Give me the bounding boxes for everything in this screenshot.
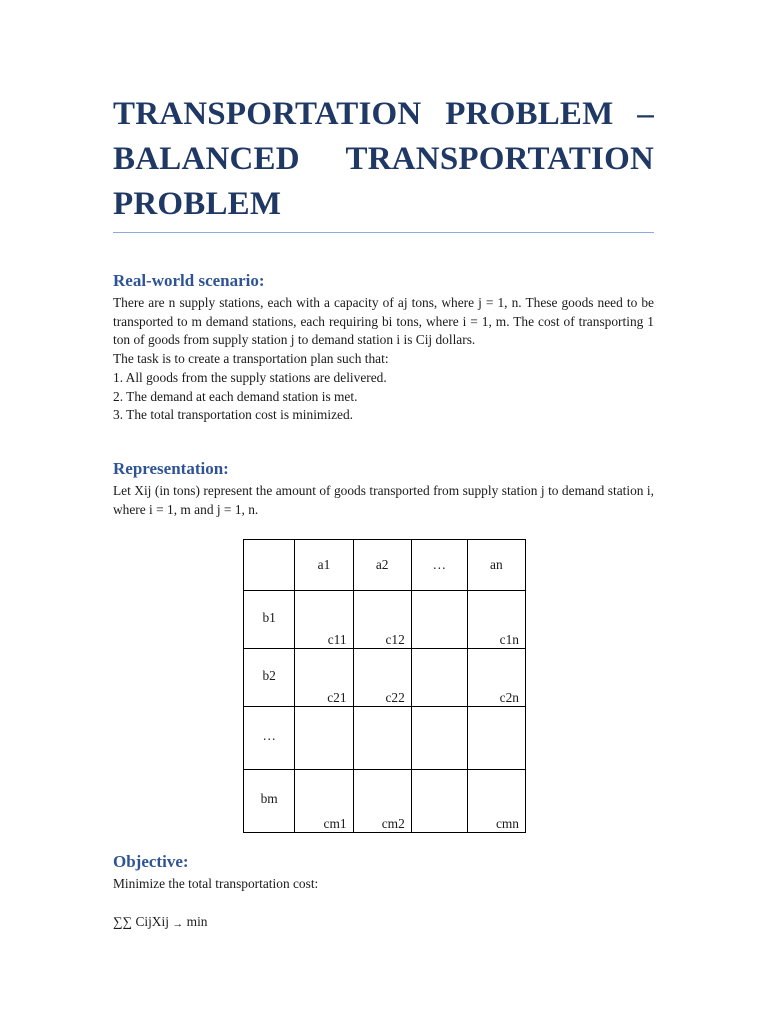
representation-heading: Representation: xyxy=(113,458,229,478)
cost-cell xyxy=(411,649,467,707)
cost-cell: c1n xyxy=(467,591,525,649)
table-header-cell: an xyxy=(467,540,525,591)
table-header-row xyxy=(244,540,526,591)
document-title: TRANSPORTATION PROBLEM – BALANCED TRANSPORTATION PROBLEM xyxy=(113,92,654,233)
right-arrow-icon: → xyxy=(172,918,184,931)
row-label-cell xyxy=(244,649,295,707)
scenario-heading: Real-world scenario: xyxy=(113,271,265,290)
cost-cell: c12 xyxy=(353,591,411,649)
task-line: The task is to create a transportation plan such that: xyxy=(113,351,389,367)
cost-cell xyxy=(411,770,467,833)
cost-cell xyxy=(411,707,467,770)
table-corner-cell xyxy=(244,540,295,591)
list-item: 1. All goods from the supply stations are delivered. xyxy=(113,369,387,385)
table-header-cell: … xyxy=(411,540,467,591)
document-page xyxy=(113,92,654,933)
row-label-cell xyxy=(244,707,295,770)
row-label: b1 xyxy=(262,609,276,625)
table-header-cell: a2 xyxy=(353,540,411,591)
cost-cell xyxy=(353,707,411,770)
table-header-cell: a1 xyxy=(295,540,353,591)
row-label-cell xyxy=(244,591,295,649)
cost-cell: cmn xyxy=(467,770,525,833)
table-row xyxy=(244,649,526,707)
table-row xyxy=(244,591,526,649)
row-label-cell xyxy=(244,770,295,833)
objective-heading: Objective: xyxy=(113,852,189,872)
list-item: 3. The total transportation cost is minimized. xyxy=(113,407,353,423)
cost-table xyxy=(243,539,526,833)
objective-formula xyxy=(113,913,654,933)
cost-table-wrapper xyxy=(243,539,526,833)
cost-cell xyxy=(295,707,353,770)
row-label: … xyxy=(262,728,276,744)
representation-paragraph: Let Xij (in tons) represent the amount of goods transported from supply station j to demand station i, where i = 1, m and j = 1, n. xyxy=(113,482,654,517)
list-item: 2. The demand at each demand station is met. xyxy=(113,388,358,404)
formula-sum: ∑∑ CijXij xyxy=(113,914,169,930)
objective-text: Minimize the total transportation cost: xyxy=(113,876,319,892)
formula-min: min xyxy=(186,914,208,930)
table-row xyxy=(244,707,526,770)
cost-cell: cm1 xyxy=(295,770,353,833)
cost-cell: cm2 xyxy=(353,770,411,833)
scenario-paragraph: There are n supply stations, each with a capacity of aj tons, where j = 1, n. These goods need to be transported to m demand stations, each requiring bi tons, where i = 1, m. The cost of transporting 1 ton of goods from supply station j to demand station i is Cij dollars. xyxy=(113,295,654,348)
cost-cell: c22 xyxy=(353,649,411,707)
cost-cell: c11 xyxy=(295,591,353,649)
row-label: bm xyxy=(260,791,278,807)
row-label: b2 xyxy=(262,667,276,683)
cost-cell xyxy=(467,707,525,770)
table-row xyxy=(244,770,526,833)
cost-cell: c21 xyxy=(295,649,353,707)
cost-cell xyxy=(411,591,467,649)
cost-cell: c2n xyxy=(467,649,525,707)
